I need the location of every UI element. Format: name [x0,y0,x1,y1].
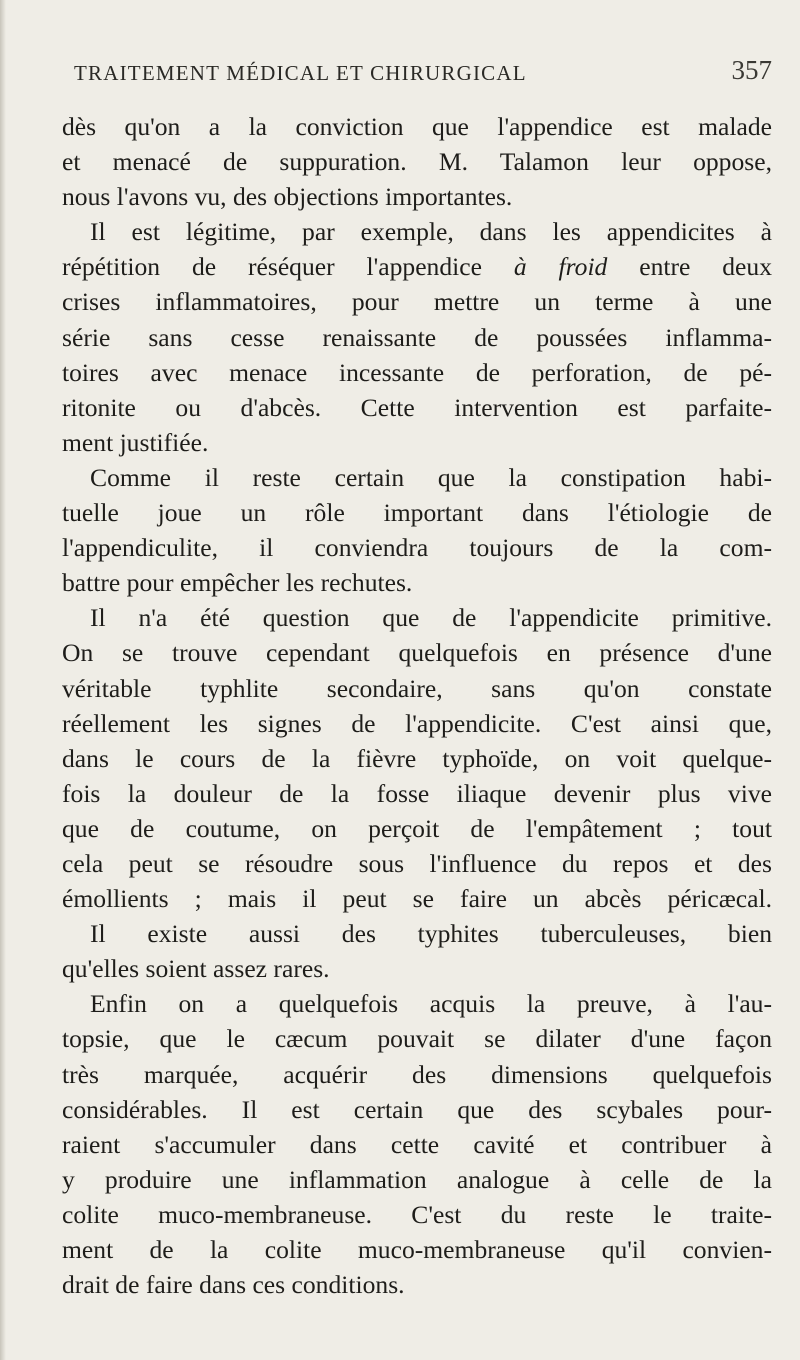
text-line: l'appendiculite, il conviendra toujours de la com- [62,533,772,563]
text-line: Il est légitime, par exemple, dans les appendicites à [90,217,772,247]
text-line: réellement les signes de l'appendicite. C'est ainsi que, [62,708,772,738]
text-line: battre pour empêcher les rechutes. [62,568,413,598]
text-line: fois la douleur de la fosse iliaque devenir plus vive [62,778,772,808]
book-page [62,55,772,1302]
text-line: ment de la colite muco-membraneuse qu'il convien- [62,1235,772,1264]
text-line: nous l'avons vu, des objections importantes. [62,182,513,212]
text-line: qu'elles soient assez rares. [62,954,330,984]
text-line: considérables. Il est certain que des scybales pour- [62,1094,772,1124]
text-line: et menacé de suppuration. M. Talamon leur oppose, [62,147,772,177]
text-line: ritonite ou d'abcès. Cette intervention est parfaite- [62,392,772,422]
text-line: émollients ; mais il peut se faire un abcès péricæcal. [62,884,772,914]
text-line: très marquée, acquérir des dimensions quelquefois [62,1059,772,1089]
text-line: y produire une inflammation analogue à celle de la [62,1164,772,1194]
text-line: que de coutume, on perçoit de l'empâtement ; tout [62,813,772,843]
text-line: raient s'accumuler dans cette cavité et contribuer à [62,1129,772,1159]
text-line: dès qu'on a la conviction que l'appendice est malade [62,112,772,141]
running-head: TRAITEMENT MÉDICAL ET CHIRURGICAL [74,61,527,85]
text-line: colite muco-membraneuse. C'est du reste le traite- [62,1199,772,1229]
text-line: Il existe aussi des typhites tuberculeuses, bien [90,919,772,949]
text-line: dans le cours de la fièvre typhoïde, on voit quelque- [62,743,772,773]
text-line: véritable typhlite secondaire, sans qu'on constate [62,673,772,703]
text-line: On se trouve cependant quelquefois en présence d'une [62,638,772,668]
text-line: Enfin on a quelquefois acquis la preuve, à l'au- [90,989,772,1019]
body-text [62,109,772,1302]
page-header [62,55,772,99]
text-line: topsie, que le cæcum pouvait se dilater d'une façon [62,1024,772,1054]
page-number: 357 [731,55,772,85]
text-run: répétition de réséquer l'appendice [62,252,514,282]
page-spine-shadow [0,0,6,1360]
text-line: Comme il reste certain que la constipation habi- [90,462,772,492]
text-line: tuelle joue un rôle important dans l'étiologie de [62,498,772,528]
text-line: toires avec menace incessante de perforation, de pé- [62,357,772,387]
italic-text: à froid [513,252,608,282]
text-line: crises inflammatoires, pour mettre un terme à une [62,287,772,317]
text-run: entre deux [607,252,772,282]
text-line: cela peut se résoudre sous l'influence du repos et des [62,848,772,878]
text-line [62,249,772,284]
text-line: série sans cesse renaissante de poussées inflamma- [62,322,772,352]
text-line: Il n'a été question que de l'appendicite primitive. [90,603,772,633]
text-line: drait de faire dans ces conditions. [62,1270,405,1300]
text-line: ment justifiée. [62,427,209,457]
